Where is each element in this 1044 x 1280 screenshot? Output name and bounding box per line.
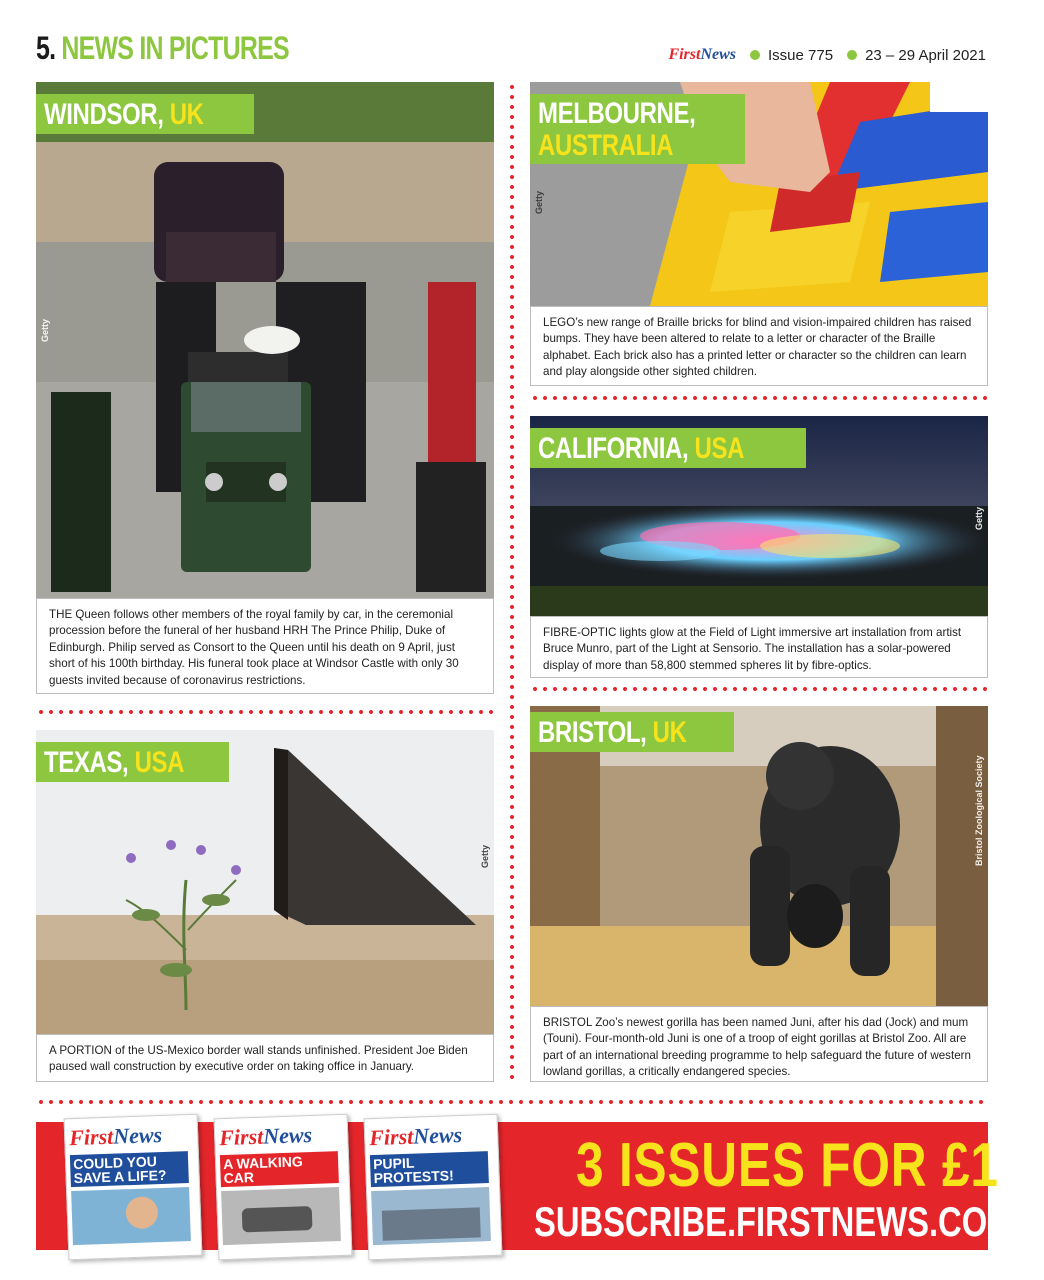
magazine-cover-2: FirstNews A WALKING CAR: [214, 1114, 353, 1261]
issue-date: 23 – 29 April 2021: [865, 46, 986, 64]
cover-image: [71, 1187, 191, 1245]
subscribe-link[interactable]: SUBSCRIBE.FIRSTNEWS.CO.UK: [534, 1198, 1044, 1245]
melbourne-label: MELBOURNE, AUSTRALIA: [530, 94, 745, 164]
bristol-label: BRISTOL, UK: [530, 712, 734, 752]
bristol-photo-credit: Bristol Zoological Society: [974, 755, 984, 866]
row-divider-left: [36, 710, 494, 714]
column-divider: [510, 82, 514, 1082]
texas-photo-credit: Getty: [480, 844, 490, 868]
magazine-cover-3: FirstNews PUPIL PROTESTS!: [364, 1114, 503, 1261]
page-number: 5.: [36, 30, 56, 66]
section-title: NEWS IN PICTURES: [61, 30, 289, 66]
page-title: [36, 30, 289, 67]
masthead: [668, 46, 986, 64]
magazine-cover-1: FirstNews COULD YOU SAVE A LIFE?: [64, 1114, 203, 1261]
california-caption: FIBRE-OPTIC lights glow at the Field of Light immersive art installation from artist Bruce Munro, part of the Light at Sensorio. The installation has a solar-powered display of more than 58,800 stemmed spheres lit by fibre-optics.: [530, 616, 988, 678]
windsor-label: WINDSOR, UK: [36, 94, 254, 134]
california-photo-credit: Getty: [974, 506, 984, 530]
melbourne-photo-credit: Getty: [534, 190, 544, 214]
subscription-offer: 3 ISSUES FOR £1: [576, 1131, 999, 1200]
windsor-photo-credit: Getty: [40, 318, 50, 342]
banner-divider: [36, 1100, 988, 1104]
texas-caption: A PORTION of the US-Mexico border wall stands unfinished. President Joe Biden paused wall construction by executive order on taking office in January.: [36, 1034, 494, 1082]
windsor-caption: THE Queen follows other members of the royal family by car, in the ceremonial procession before the funeral of her husband HRH The Prince Philip, Duke of Edinburgh. Philip served as Consort to the Queen until his death on 9 April, just short of his 100th birthday. His funeral took place at Windsor Castle with only 30 guests invited because of coronavirus restrictions.: [36, 598, 494, 694]
bullet-dot-icon: [847, 50, 857, 60]
subscription-banner[interactable]: [36, 1121, 1044, 1250]
bullet-dot-icon: [750, 50, 760, 60]
brand-logo: FirstNews: [668, 46, 737, 63]
cover-image: [371, 1187, 491, 1245]
melbourne-caption: LEGO’s new range of Braille bricks for blind and vision-impaired children has raised bumps. They have been altered to relate to a letter or character of the Braille alphabet. Each brick also has a printed letter or character so the children can learn and play alongside other sighted children.: [530, 306, 988, 386]
cover-image: [221, 1187, 341, 1245]
california-label: CALIFORNIA, USA: [530, 428, 806, 468]
row-divider-right-bottom: [530, 687, 988, 691]
cover-headline: A WALKING CAR: [220, 1151, 339, 1187]
row-divider-right-top: [530, 396, 988, 400]
cover-headline: COULD YOU SAVE A LIFE?: [70, 1151, 189, 1187]
cover-headline: PUPIL PROTESTS!: [370, 1151, 489, 1187]
bristol-caption: BRISTOL Zoo’s newest gorilla has been named Juni, after his dad (Jock) and mum (Touni). Four-month-old Juni is one of a troop of eight gorillas at Bristol Zoo. All are part of an international breeding programme to help safeguard the future of western lowland gorillas, a critically endangered species.: [530, 1006, 988, 1082]
issue-number: Issue 775: [768, 46, 834, 64]
texas-label: TEXAS, USA: [36, 742, 229, 782]
windsor-photo: [36, 82, 494, 598]
